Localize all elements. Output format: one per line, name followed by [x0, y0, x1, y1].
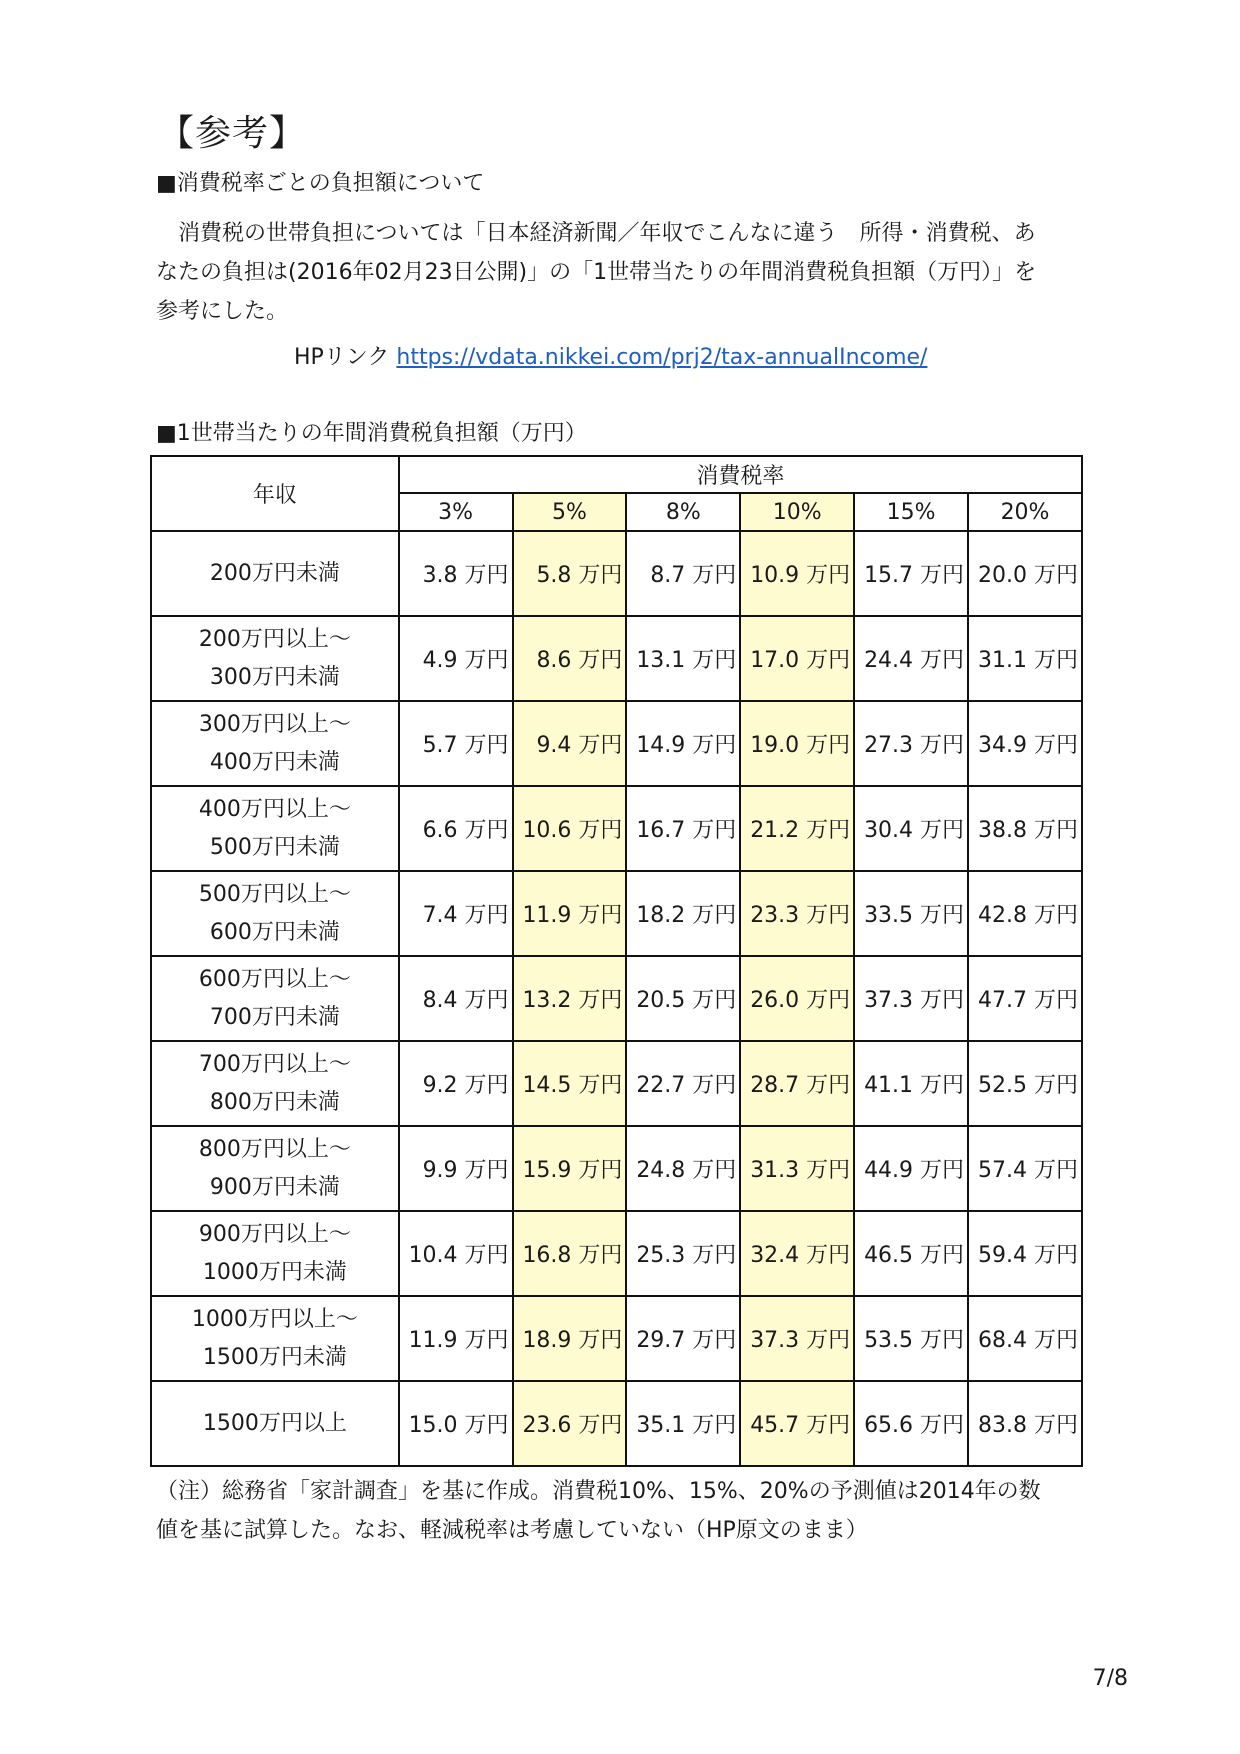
value-cell: 37.3 万円 [854, 956, 968, 1041]
income-label-line: 1000万円未満 [202, 1259, 347, 1285]
table-title: ■1世帯当たりの年間消費税負担額（万円） [156, 421, 587, 446]
value-cell: 83.8 万円 [968, 1381, 1082, 1466]
value-cell: 31.3 万円 [740, 1126, 854, 1211]
value-cell: 21.2 万円 [740, 786, 854, 871]
value-cell: 25.3 万円 [626, 1211, 740, 1296]
income-cell [151, 616, 399, 701]
value-cell: 19.0 万円 [740, 701, 854, 786]
value-cell: 26.0 万円 [740, 956, 854, 1041]
value-cell: 42.8 万円 [968, 871, 1082, 956]
value-cell: 46.5 万円 [854, 1211, 968, 1296]
income-label-line: 200万円未満 [209, 560, 340, 586]
rate-column-header: 20% [968, 493, 1082, 531]
value-cell: 41.1 万円 [854, 1041, 968, 1126]
income-header: 年収 [151, 456, 399, 531]
value-cell: 13.2 万円 [513, 956, 627, 1041]
income-label-line: 1000万円以上～ [191, 1306, 358, 1332]
income-label-line: 500万円未満 [209, 834, 340, 860]
page-heading: 【参考】 [158, 113, 307, 154]
income-label-line: 600万円以上～ [198, 966, 351, 992]
rate-header: 消費税率 [399, 456, 1082, 493]
value-cell: 18.9 万円 [513, 1296, 627, 1381]
income-label-line: 1500万円未満 [202, 1344, 347, 1370]
paragraph-line: 消費税の世帯負担については「日本経済新聞／年収でこんなに違う 所得・消費税、あ [156, 221, 1036, 246]
value-cell: 16.7 万円 [626, 786, 740, 871]
income-cell [151, 701, 399, 786]
value-cell: 9.2 万円 [399, 1041, 513, 1126]
income-cell [151, 871, 399, 956]
income-cell [151, 1211, 399, 1296]
value-cell: 68.4 万円 [968, 1296, 1082, 1381]
value-cell: 32.4 万円 [740, 1211, 854, 1296]
value-cell: 23.3 万円 [740, 871, 854, 956]
table-row [151, 531, 1082, 616]
value-cell: 65.6 万円 [854, 1381, 968, 1466]
table-row [151, 616, 1082, 701]
value-cell: 10.9 万円 [740, 531, 854, 616]
footnote-line: （注）総務省「家計調査」を基に作成。消費税10%、15%、20%の予測値は2014年の数 [156, 1479, 1041, 1504]
value-cell: 15.7 万円 [854, 531, 968, 616]
rate-column-header: 15% [854, 493, 968, 531]
rate-column-header: 10% [740, 493, 854, 531]
income-label-line: 700万円未満 [209, 1004, 340, 1030]
value-cell: 45.7 万円 [740, 1381, 854, 1466]
table-row [151, 956, 1082, 1041]
value-cell: 4.9 万円 [399, 616, 513, 701]
value-cell: 59.4 万円 [968, 1211, 1082, 1296]
income-label-line: 800万円未満 [209, 1089, 340, 1115]
value-cell: 15.0 万円 [399, 1381, 513, 1466]
value-cell: 16.8 万円 [513, 1211, 627, 1296]
value-cell: 9.4 万円 [513, 701, 627, 786]
value-cell: 27.3 万円 [854, 701, 968, 786]
value-cell: 13.1 万円 [626, 616, 740, 701]
table-row [151, 1296, 1082, 1381]
value-cell: 9.9 万円 [399, 1126, 513, 1211]
value-cell: 14.5 万円 [513, 1041, 627, 1126]
intro-paragraph [156, 214, 1086, 331]
value-cell: 5.7 万円 [399, 701, 513, 786]
value-cell: 52.5 万円 [968, 1041, 1082, 1126]
hp-link[interactable]: https://vdata.nikkei.com/prj2/tax-annualIncome/ [396, 345, 928, 370]
hp-link-row [294, 342, 927, 374]
value-cell: 8.6 万円 [513, 616, 627, 701]
value-cell: 31.1 万円 [968, 616, 1082, 701]
value-cell: 14.9 万円 [626, 701, 740, 786]
table-body [151, 531, 1082, 1466]
table-row [151, 1041, 1082, 1126]
table-row [151, 786, 1082, 871]
value-cell: 20.5 万円 [626, 956, 740, 1041]
income-label-line: 400万円未満 [209, 749, 340, 775]
income-cell [151, 1126, 399, 1211]
value-cell: 38.8 万円 [968, 786, 1082, 871]
value-cell: 18.2 万円 [626, 871, 740, 956]
income-label-line: 700万円以上～ [198, 1051, 351, 1077]
tax-burden-table [150, 455, 1083, 1467]
value-cell: 17.0 万円 [740, 616, 854, 701]
footnote [156, 1472, 1086, 1550]
section-title: ■消費税率ごとの負担額について [156, 171, 485, 196]
value-cell: 35.1 万円 [626, 1381, 740, 1466]
value-cell: 57.4 万円 [968, 1126, 1082, 1211]
rate-column-header: 8% [626, 493, 740, 531]
value-cell: 10.4 万円 [399, 1211, 513, 1296]
income-label-line: 500万円以上～ [198, 881, 351, 907]
value-cell: 29.7 万円 [626, 1296, 740, 1381]
value-cell: 10.6 万円 [513, 786, 627, 871]
table-row [151, 701, 1082, 786]
value-cell: 11.9 万円 [399, 1296, 513, 1381]
value-cell: 37.3 万円 [740, 1296, 854, 1381]
value-cell: 34.9 万円 [968, 701, 1082, 786]
income-cell [151, 786, 399, 871]
rate-column-header: 3% [399, 493, 513, 531]
table-row [151, 1126, 1082, 1211]
income-label-line: 400万円以上～ [198, 796, 351, 822]
value-cell: 6.6 万円 [399, 786, 513, 871]
income-label-line: 900万円未満 [209, 1174, 340, 1200]
income-label-line: 200万円以上～ [198, 626, 351, 652]
value-cell: 44.9 万円 [854, 1126, 968, 1211]
table-row [151, 1381, 1082, 1466]
table-row [151, 871, 1082, 956]
footnote-line: 値を基に試算した。なお、軽減税率は考慮していない（HP原文のまま） [156, 1518, 868, 1543]
value-cell: 33.5 万円 [854, 871, 968, 956]
value-cell: 5.8 万円 [513, 531, 627, 616]
value-cell: 24.8 万円 [626, 1126, 740, 1211]
income-label-line: 800万円以上～ [198, 1136, 351, 1162]
value-cell: 11.9 万円 [513, 871, 627, 956]
value-cell: 23.6 万円 [513, 1381, 627, 1466]
income-label-line: 300万円未満 [209, 664, 340, 690]
value-cell: 24.4 万円 [854, 616, 968, 701]
paragraph-line: 参考にした。 [156, 299, 289, 324]
value-cell: 8.7 万円 [626, 531, 740, 616]
value-cell: 28.7 万円 [740, 1041, 854, 1126]
income-cell [151, 1381, 399, 1466]
income-label-line: 300万円以上～ [198, 711, 351, 737]
value-cell: 53.5 万円 [854, 1296, 968, 1381]
rate-column-header: 5% [513, 493, 627, 531]
table-row [151, 1211, 1082, 1296]
value-cell: 30.4 万円 [854, 786, 968, 871]
value-cell: 20.0 万円 [968, 531, 1082, 616]
hp-link-label: HPリンク [294, 345, 390, 370]
income-cell [151, 1041, 399, 1126]
income-label-line: 1500万円以上 [202, 1410, 347, 1436]
income-label-line: 600万円未満 [209, 919, 340, 945]
value-cell: 47.7 万円 [968, 956, 1082, 1041]
income-cell [151, 1296, 399, 1381]
value-cell: 3.8 万円 [399, 531, 513, 616]
value-cell: 8.4 万円 [399, 956, 513, 1041]
value-cell: 22.7 万円 [626, 1041, 740, 1126]
income-cell [151, 956, 399, 1041]
value-cell: 7.4 万円 [399, 871, 513, 956]
page-number: 7/8 [1092, 1666, 1128, 1691]
paragraph-line: なたの負担は(2016年02月23日公開)」の「1世帯当たりの年間消費税負担額（万円）」を [156, 260, 1037, 285]
income-label-line: 900万円以上～ [198, 1221, 351, 1247]
value-cell: 15.9 万円 [513, 1126, 627, 1211]
income-cell [151, 531, 399, 616]
